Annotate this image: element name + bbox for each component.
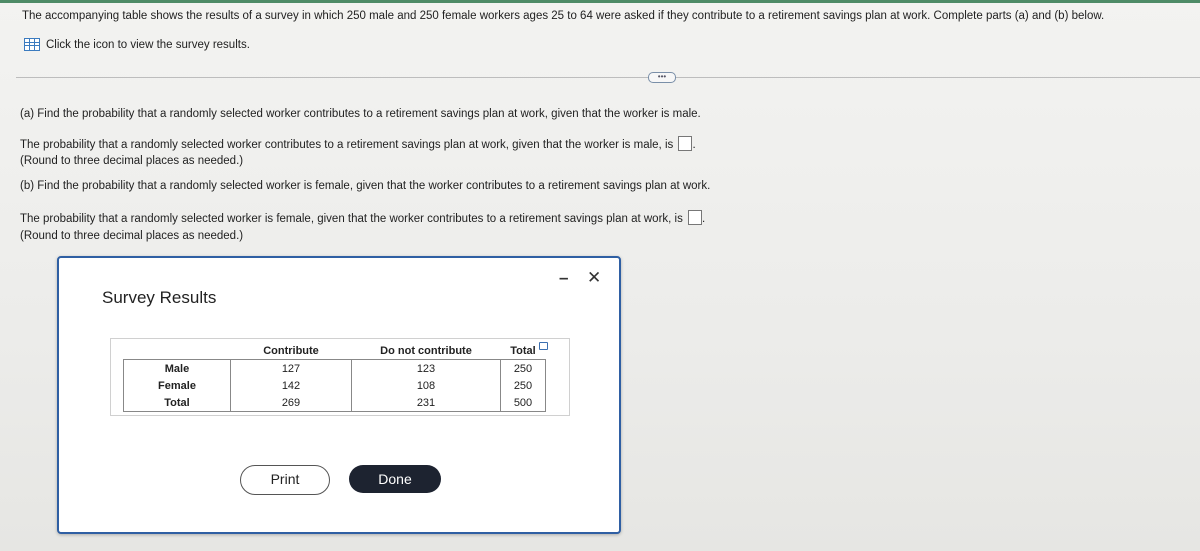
cell-value: 127: [231, 360, 352, 378]
table-row: [124, 394, 546, 412]
cell-value: 142: [231, 377, 352, 394]
table-row: [124, 360, 546, 378]
cell-value: 123: [352, 360, 501, 378]
view-survey-link-label: Click the icon to view the survey results.: [46, 38, 250, 51]
cell-value: 250: [501, 377, 546, 394]
survey-results-dialog: [57, 256, 621, 534]
section-divider: [16, 77, 1200, 78]
header-total: Total: [510, 344, 536, 357]
copy-table-icon[interactable]: [539, 342, 548, 350]
part-b-round-note: (Round to three decimal places as needed.): [20, 230, 244, 242]
top-accent-bar: [0, 0, 1200, 3]
header-do-not-contribute: Do not contribute: [380, 344, 472, 357]
cell-value: 250: [501, 360, 546, 378]
cell-value: 108: [352, 377, 501, 394]
minimize-icon[interactable]: –: [559, 268, 569, 287]
dialog-title: Survey Results: [102, 288, 217, 307]
header-contribute: Contribute: [263, 344, 319, 357]
header-blank: [124, 342, 231, 360]
cell-value: 500: [501, 394, 546, 412]
print-button[interactable]: Print: [240, 465, 330, 495]
part-b-answer-text: The probability that a randomly selected worker is female, given that the worker contributes to a retirement savings plan at work, is: [20, 213, 683, 225]
part-a-answer-text: The probability that a randomly selected worker contributes to a retirement savings plan at work, given that the worker is male, is: [20, 139, 674, 151]
table-header-row: [124, 342, 546, 360]
more-options-button[interactable]: •••: [648, 72, 676, 83]
view-survey-link[interactable]: [24, 38, 250, 51]
table-icon[interactable]: [24, 38, 40, 51]
cell-value: 231: [352, 394, 501, 412]
part-a-answer-line: The probability that a randomly selected worker contributes to a retirement savings plan at work, given that the worker is male, is .: [20, 136, 696, 151]
part-a-answer-input[interactable]: [678, 136, 692, 151]
row-label: Female: [124, 377, 231, 394]
survey-table: [123, 342, 546, 412]
cell-value: 269: [231, 394, 352, 412]
part-b-prompt: (b) Find the probability that a randomly selected worker is female, given that the worker contributes to a retirement savings plan at work.: [20, 180, 711, 192]
question-intro: The accompanying table shows the results of a survey in which 250 male and 250 female workers ages 25 to 64 were asked if they contribute to a retirement savings plan at work. Complete parts (a) and (b) below.: [22, 10, 1105, 22]
done-button[interactable]: Done: [349, 465, 441, 493]
part-a-round-note: (Round to three decimal places as needed.): [20, 155, 244, 167]
row-label: Male: [124, 360, 231, 378]
part-b-answer-input[interactable]: [688, 210, 702, 225]
row-label: Total: [124, 394, 231, 412]
part-b-answer-line: The probability that a randomly selected worker is female, given that the worker contributes to a retirement savings plan at work, is .: [20, 210, 705, 225]
table-row: [124, 377, 546, 394]
part-a-prompt: (a) Find the probability that a randomly selected worker contributes to a retirement savings plan at work, given that the worker is male.: [20, 108, 701, 120]
close-icon[interactable]: ✕: [587, 268, 602, 287]
